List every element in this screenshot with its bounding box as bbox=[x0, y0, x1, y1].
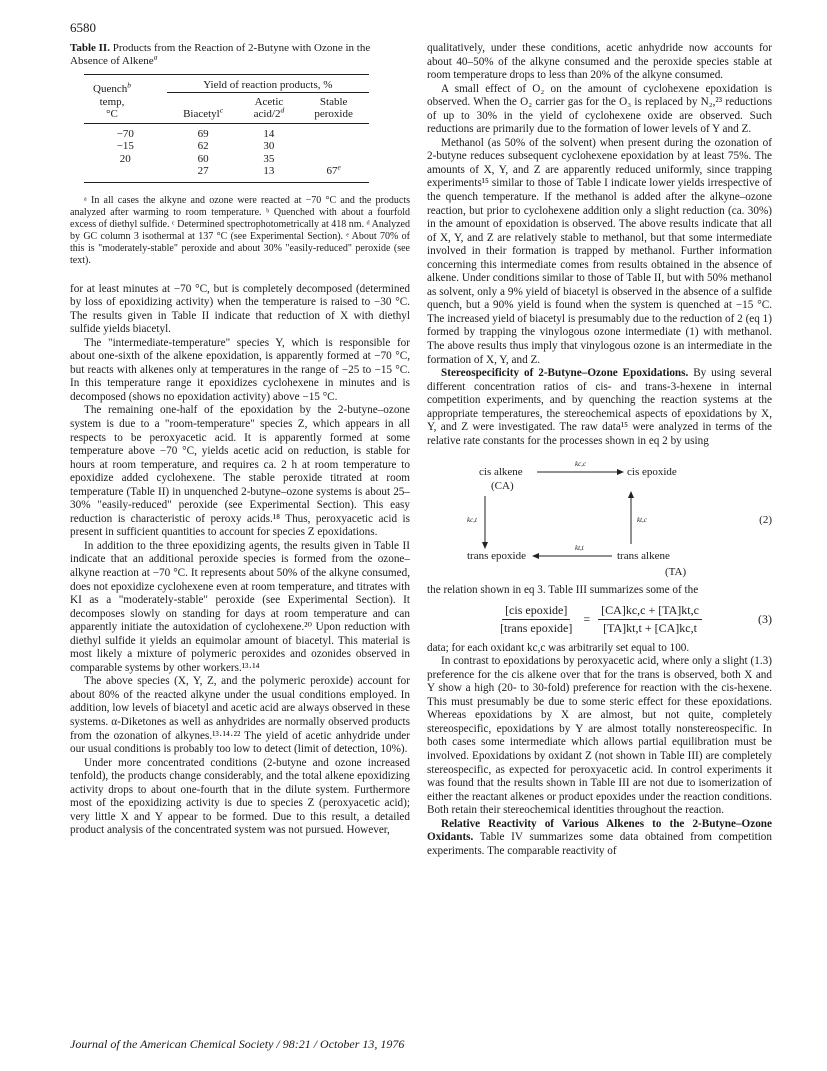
k-ct-label: kc,t bbox=[467, 516, 477, 525]
col-stable-peroxide: Stable peroxide bbox=[314, 95, 353, 120]
table-row: −70 69 14 bbox=[116, 127, 275, 140]
table-ii bbox=[84, 74, 369, 183]
paragraph: The remaining one-half of the epoxidation by the 2-butyne–ozone system is due to a "room-temperature" species Z, which appears in all respects to be peroxyacetic acid. It is apparently formed at some temperature above −70 °C, yields acetic acid on reduction, is stable for hours at room temperature, and requires ca. 2 h at room temperature to epoxidize added cyclohexene. The stable peroxide titrated at room temperature (Table II) in unquenched 2-butyne–ozone systems is about 25–30% "easily-reduced" peroxide (see Experimental Section). This easy reduction is characteristic of peroxy acids.¹⁸ Thus, peroxyacetic acid is present in sufficient quantities to account for species Z epoxidations. bbox=[70, 404, 410, 539]
paragraph: Stereospecificity of 2-Butyne–Ozone Epoxidations. By using several different concentration ratios of cis- and trans-3-hexene in internal competition experiments, and by quenching the reaction systems at the appropriate temperatures, the stereochemical aspects of epoxidations by X, Y, and Z were investigated. The raw data¹⁵ were analyzed in terms of the relative rate constants for the processes shown in eq 2 by using bbox=[427, 367, 772, 447]
paragraph: data; for each oxidant kc,c was arbitrarily set equal to 100. bbox=[427, 641, 690, 654]
ta-label: (TA) bbox=[665, 566, 687, 579]
paragraph: The "intermediate-temperature" species Y, which is responsible for about one-sixth of the alkene epoxidation, is apparently formed at −70 °C, but reacts with alkenes only at temperatures in the range of −25 to −15 °C. In this temperature range it epoxidizes cyclohexene in minutes and is decomposed (shows no epoxidation activity) above −15 °C. bbox=[70, 336, 410, 403]
paragraph: for at least minutes at −70 °C, but is completely decomposed (determined by loss of epoxidizing activity) when the temperature is raised to −30 °C. The results given in Table II indicate that reduction of X with diethyl sulfide yields biacetyl. bbox=[70, 282, 410, 336]
col-biacetyl: Biacetyl$^c$ bbox=[183, 105, 224, 120]
paragraph: Relative Reactivity of Various Alkenes to the 2-Butyne–Ozone Oxidants. Table IV summarizes some data obtained from competition experiments. The comparable reactivity of bbox=[427, 817, 772, 857]
trans-epoxide-label: trans epoxide bbox=[467, 550, 526, 563]
page-number: 6580 bbox=[70, 20, 96, 35]
k-cc-label: kc,c bbox=[575, 460, 587, 469]
eq3-number: (3) bbox=[758, 611, 772, 626]
equation-3: $\frac{\text{[cis epoxide]}}{\text{[trans epoxide]}}$ = $\frac{[CA]kc,c + [TA]kt,c}{[TA]kt,t + [CA]kc,t}$ (3) bbox=[427, 604, 772, 636]
eq2-number: (2) bbox=[759, 514, 772, 527]
group-header: Yield of reaction products, % bbox=[167, 75, 369, 92]
col-quench-temp: Quench$^b$ temp, °C bbox=[93, 80, 131, 120]
paragraph: The above species (X, Y, Z, and the polymeric peroxide) account for about 80% of the reacted alkyne under the usual conditions employed. In addition, low levels of biacetyl and acetic acid are always observed in these systems. α-Diketones as well as anhydrides are normally observed products from the ozonation of alkynes.¹³·¹⁴·²² The yield of acetic anhydride under our usual conditions is probably too low to detect (limit of detection, 10%). bbox=[70, 675, 410, 756]
right-column bbox=[427, 42, 772, 858]
cis-alkene-label: cis alkene bbox=[479, 466, 523, 479]
section-heading: Stereospecificity of 2-Butyne–Ozone Epoxidations. bbox=[441, 367, 689, 380]
table-caption-mark: a bbox=[153, 52, 158, 62]
col-acetic-acid: Acetic acid/2$^d$ bbox=[253, 95, 285, 120]
eq3-rhs: $\frac{[CA]kc,c + [TA]kt,c}{[TA]kt,t + [CA]kc,t}$ bbox=[598, 604, 702, 636]
paragraph: Methanol (as 50% of the solvent) when present during the ozonation of 2-butyne reduces subsequent cyclohexene epoxidation by at least 75%. The amounts of X, Y, and Z are apparently reduced uniformly, since trapping experiments¹⁵ similar to those of Table I indicate lower yields irrespective of the quench temperature. If the methanol is added after the alkyne–ozone reaction, but prior to cyclohexene addition only a slight reduction (ca. 30%) in the amount of epoxidation is observed. The above results indicate that all of X, Y, and Z are relatively stable to methanol, but that some intermediate involved in their formation is trapped by methanol. Further information concerning this intermediate comes from results obtained in the absence of alkene. Under conditions similar to those of Table II, but with 50% methanol as solvent, only a 9% yield of biacetyl is observed in the absence of a sulfide quench, but a 90% yield is found when the system is quenched at −15 °C. The increased yield of biacetyl is presumably due to the reduction of 2 (eq 1) formed by trapping the vinylogous ozone intermediate (1) with methanol. The above results thus imply that vinylogous ozone is an intermediate in the formation of X, Y, and Z. bbox=[427, 136, 772, 366]
table-row: 27 13 67e bbox=[197, 162, 341, 177]
table-row: 20 60 35 bbox=[119, 152, 275, 165]
reaction-scheme-eq2 bbox=[427, 456, 772, 564]
ca-label: (CA) bbox=[491, 480, 514, 493]
paragraph: In addition to the three epoxidizing agents, the results given in Table II indicate that an additional peroxide species is formed from the ozone–alkyne reaction at −70 °C. It represents about 50% of the alkyne consumed, does not epoxidize cyclohexene even at room temperature, and titrates with KI as a "moderately-stable" peroxide (see Experimental Section). It decomposes slowly on standing for days at room temperature and can apparently initiate the autoxidation of cyclohexene.²⁰ Upon reduction with diethyl sulfide it yields an equimolar amount of biacetyl. This material is most likely a mixture of polymeric peroxides and ozonides observed in comparable systems by other workers.¹³·¹⁴ bbox=[70, 539, 410, 674]
k-tc-label: kt,c bbox=[637, 516, 647, 525]
trans-alkene-label: trans alkene bbox=[617, 550, 670, 563]
table-row: −15 62 30 bbox=[116, 140, 275, 152]
section-heading: Relative Reactivity of Various Alkenes to the 2-Butyne–Ozone Oxidants. bbox=[427, 817, 772, 844]
paragraph: In contrast to epoxidations by peroxyacetic acid, where only a slight (1.3) preference for the cis alkene over that for the trans is observed, both X and Y show a high (20- to 30-fold) preference for reaction with the cis-hexene. This must presumably be due to some steric effect for these epoxidations. Whereas epoxidations by X are almost, but not quite, completely stereospecific, epoxidations by Y are almost totally nonstereospecific. In both cases some intermediate which allows partial equilibration must be involved. Epoxidations by oxidant Z (not shown in Table III) are completely stereospecific, as expected for peroxyacetic acid. In control experiments it was found that the results shown in Table III are not due to isomerization of either the reactant alkenes or product epoxides under the reaction conditions. Both retain their stereochemical identities throughout the reaction. bbox=[427, 655, 772, 817]
paragraph: Under more concentrated conditions (2-butyne and ozone increased tenfold), the products change considerably, and the total alkene epoxidizing activity drops to about one-fourth that in the dilute system. Furthermore most of the epoxidizing activity is due to species Z (peroxyacetic acid); very little X and Y appear to be formed. Due to this result, a detailed product analysis of the concentrated system was not pursued. However, bbox=[70, 756, 410, 837]
paragraph: qualitatively, under these conditions, acetic anhydride now accounts for about 40–50% of the alkyne consumed and the peroxide species stable at room temperature drops to less than 20% of the alkyne consumed. bbox=[427, 42, 772, 82]
table-footnotes bbox=[70, 195, 410, 267]
eq3-lhs: $\frac{\text{[cis epoxide]}}{\text{[trans epoxide]}}$ bbox=[500, 602, 573, 636]
cis-epoxide-label: cis epoxide bbox=[627, 466, 677, 479]
table-caption bbox=[70, 42, 410, 68]
paragraph: A small effect of O₂ on the amount of cyclohexene epoxidation is observed. When the O₂ carrier gas for the O₃ is replaced by N₂,²³ reductions of up to 30% in the yield of cyclohexene oxide are observed. Such reductions are primarily due to the formation of lower levels of Y and Z. bbox=[427, 82, 772, 136]
table-caption-text: Products from the Reaction of 2-Butyne with Ozone in the Absence of Alkene bbox=[70, 42, 371, 67]
journal-footer: Journal of the American Chemical Society / 98:21 / October 13, 1976 bbox=[70, 1037, 405, 1051]
k-tt-label: kt,t bbox=[575, 544, 584, 553]
footnote: ᵃ In all cases the alkyne and ozone were reacted at −70 °C and the products analyzed after warming to room temperature. ᵇ Quenched with about a fourfold excess of diethyl sulfide. ᶜ Determined spectrophotometrically at 418 nm. ᵈ Analyzed by GC column 3 isothermal at 137 °C (see Experimental Section). ᵉ About 70% of this is "moderately-stable" peroxide and about 30% "easily-reduced" peroxide (see text). bbox=[70, 194, 410, 266]
table-label: Table II. bbox=[70, 42, 110, 54]
left-column bbox=[70, 42, 410, 838]
paragraph: the relation shown in eq 3. Table III summarizes some of the bbox=[427, 583, 699, 596]
